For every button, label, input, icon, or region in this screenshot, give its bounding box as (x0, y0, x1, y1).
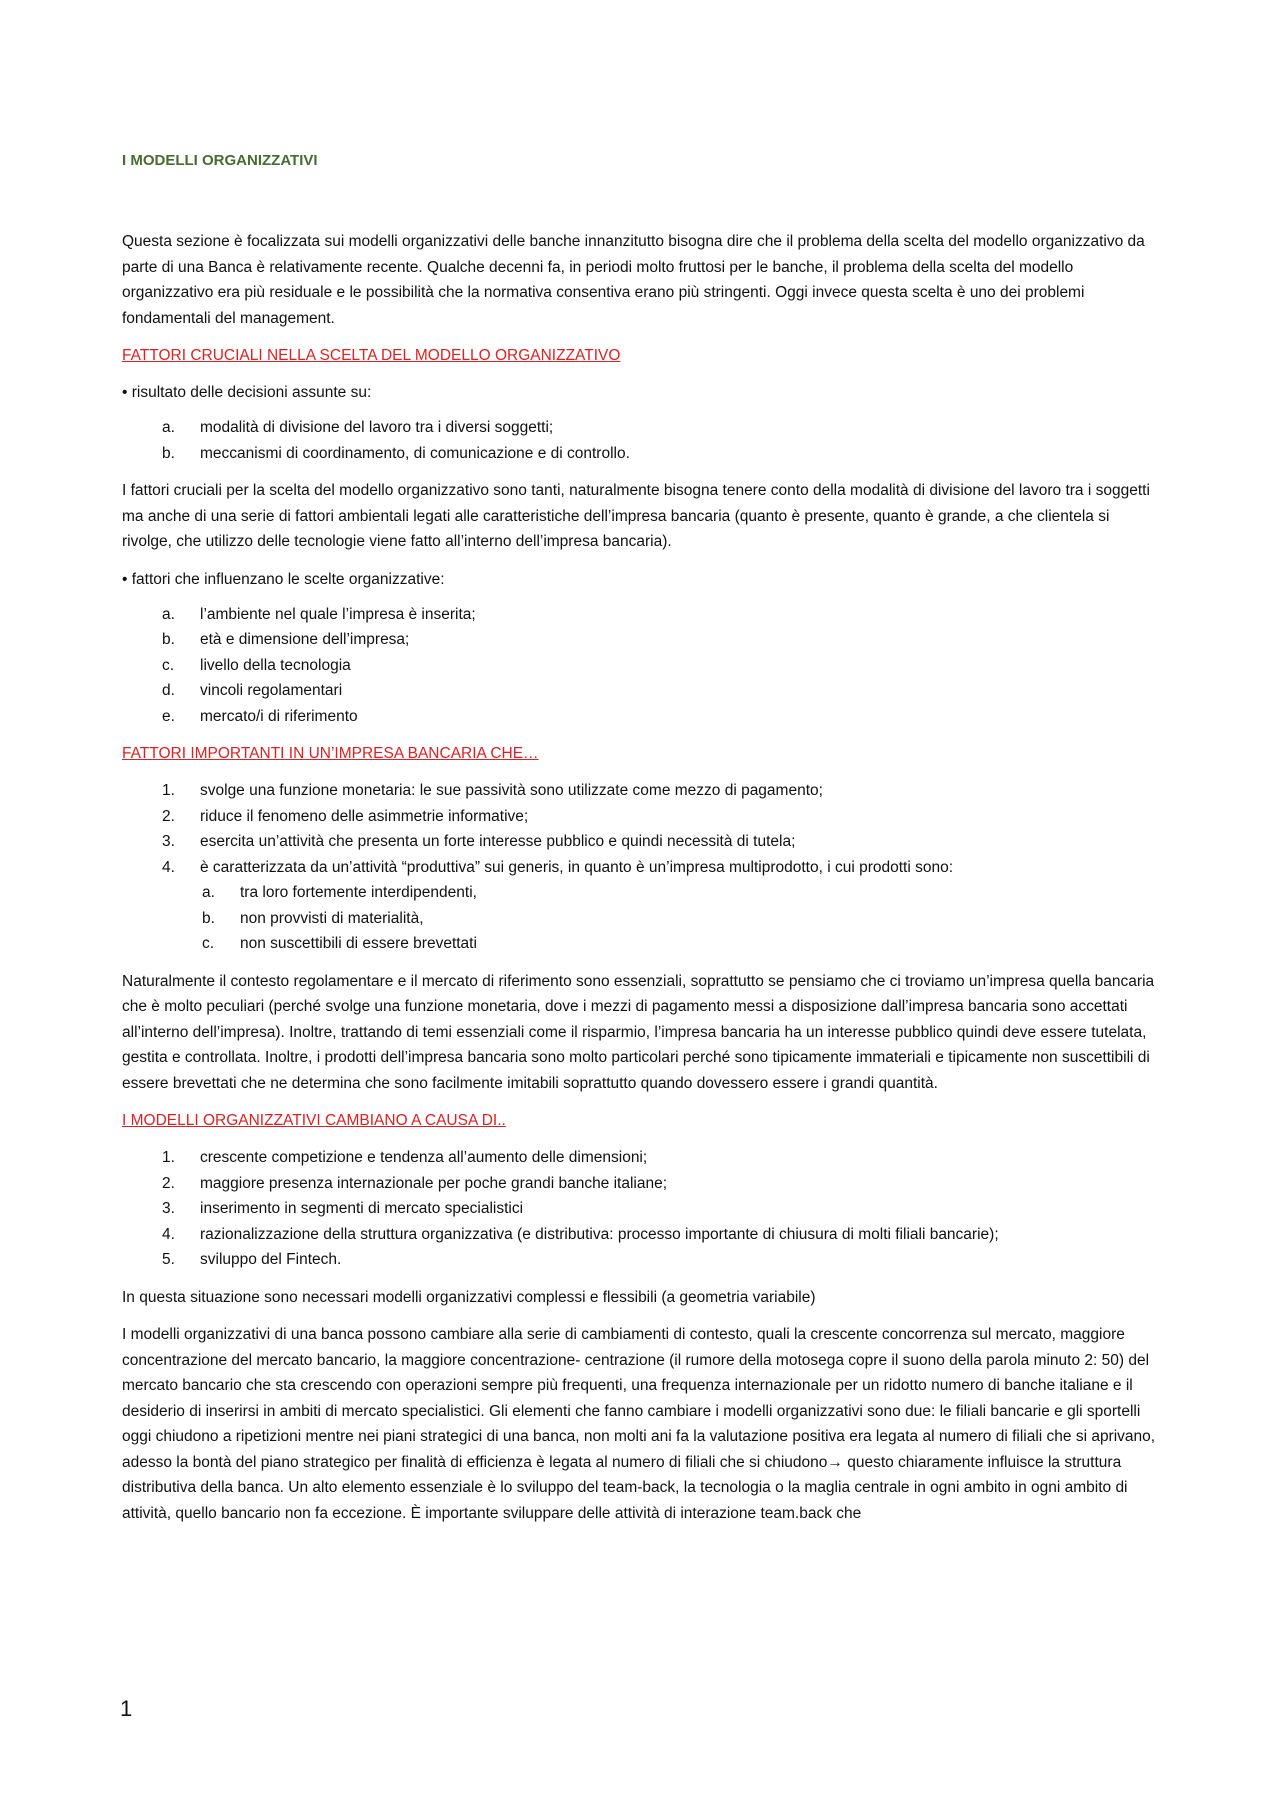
bullet-risultato: • risultato delle decisioni assunte su: (122, 384, 372, 401)
section-heading-modelli-cambiano: I MODELLI ORGANIZZATIVI CAMBIANO A CAUSA DI.. (122, 1112, 506, 1129)
list-item: 5. sviluppo del Fintech. (162, 1251, 342, 1268)
list-item: 2. maggiore presenza internazionale per poche grandi banche italiane; (162, 1174, 668, 1192)
list-item: a. modalità di divisione del lavoro tra i diversi soggetti; (162, 419, 554, 436)
section-heading-fattori-importanti: FATTORI IMPORTANTI IN UN’IMPRESA BANCARIA CHE… (122, 745, 539, 762)
list-item: a. tra loro fortemente interdipendenti, (202, 884, 477, 901)
list-impresa-bancaria (122, 778, 1162, 880)
paragraph-situazione: In questa situazione sono necessari modelli organizzativi complessi e flessibili (a geometria variabile) (122, 1288, 816, 1306)
list-item: 4. razionalizzazione della struttura organizzativa (e distributiva: processo importante di chiusura di molti filiali bancarie); (162, 1225, 999, 1243)
list-item: c. livello della tecnologia (162, 656, 351, 674)
list-item: 3. esercita un’attività che presenta un forte interesse pubblico e quindi necessità di tutela; (162, 833, 796, 850)
list-item: 2. riduce il fenomeno delle asimmetrie informative; (162, 807, 529, 825)
section-heading-fattori-cruciali: FATTORI CRUCIALI NELLA SCELTA DEL MODELLO ORGANIZZATIVO (122, 347, 621, 364)
list-item: a. l’ambiente nel quale l’impresa è inserita; (162, 605, 476, 623)
paragraph-contesto: Naturalmente il contesto regolamentare e il mercato di riferimento sono essenziali, soprattutto se pensiamo che ci troviamo un’impresa quella bancaria che è molto peculiari (perché svolge una funzione monetaria, dove i mezzi di pagamento messi a disposizione dall’impresa bancaria sono accettati all’interno dell’impresa). Inoltre, trattando di temi essenziali come il risparmio, l’impresa bancaria ha un interesse pubblico quindi deve essere tutelata, gestita e controllata. Inoltre, i prodotti dell’impresa bancaria sono molto particolari perché sono tipicamente immateriali e tipicamente non suscettibili di essere brevettati che ne determina che sono facilmente imitabili soprattutto quando dovessero essere i grandi quantità. (122, 972, 1155, 1092)
list-item: b. non provvisti di materialità, (202, 909, 424, 927)
page-number: 1 (120, 1696, 133, 1721)
document-title: I MODELLI ORGANIZZATIVI (122, 152, 318, 169)
list-fattori (122, 602, 1162, 730)
list-item: 1. svolge una funzione monetaria: le sue passività sono utilizzate come mezzo di pagamento; (162, 782, 823, 799)
document-page (122, 152, 1162, 1538)
list-decisioni (122, 415, 1162, 466)
paragraph-fattori: I fattori cruciali per la scelta del modello organizzativo sono tanti, naturalmente bisogna tenere conto della modalità di divisione del lavoro tra i soggetti ma anche di una serie di fattori ambientali legati alle caratteristiche dell’impresa bancaria (quanto è presente, quanto è grande, a che clientela si rivolge, che utilizzo delle tecnologie viene fatto all’interno dell’impresa bancaria). (122, 482, 1150, 550)
intro-paragraph: Questa sezione è focalizzata sui modelli organizzativi delle banche innanzitutto bisogna dire che il problema della scelta del modello organizzativo da parte di una Banca è relativamente recente. Qualche decenni fa, in periodi molto fruttosi per le banche, il problema della scelta del modello organizzativo era più residuale e le possibilità che la normativa consentiva erano più stringenti. Oggi invece questa scelta è uno dei problemi fondamentali del management. (122, 233, 1145, 327)
paragraph-cambiamenti: I modelli organizzativi di una banca possono cambiare alla serie di cambiamenti di contesto, quali la crescente concorrenza sul mercato, maggiore concentrazione del mercato bancario, la maggiore concentrazione- centrazione (il rumore della motosega copre il suono della parola minuto 2: 50) del mercato bancario che sta crescendo con operazioni sempre più frequenti, una frequenza internazionale per un ridotto numero di banche italiane e il desiderio di inserirsi in ambiti di mercato specialistici. Gli elementi che fanno cambiare i modelli organizzativi sono due: le filiali bancarie e gli sportelli oggi chiudono a ripetizioni mentre nei piani strategici di una banca, non molti ani fa la valutazione positiva era legata al numero di filiali che si aprivano, adesso la bontà del piano strategico per finalità di efficienza è legata al numero di filiali che si chiudono→ questo chiaramente influisce la struttura distributiva della banca. Un alto elemento essenziale è lo sviluppo del team-back, la tecnologia o la maglia centrale in ogni ambito in ogni ambito di attività, quello bancario non fa eccezione. È importante sviluppare delle attività di interazione team.back che (122, 1326, 1156, 1522)
list-item: 4. è caratterizzata da un’attività “produttiva” sui generis, in quanto è un’impresa multiprodotto, i cui prodotti sono: (162, 858, 954, 876)
list-item: c. non suscettibili di essere brevettati (202, 935, 477, 952)
list-item: b. meccanismi di coordinamento, di comunicazione e di controllo. (162, 444, 630, 462)
list-item: 1. crescente competizione e tendenza all’aumento delle dimensioni; (162, 1149, 648, 1166)
list-item: d. vincoli regolamentari (162, 682, 343, 699)
list-cause (122, 1145, 1162, 1273)
list-item: 3. inserimento in segmenti di mercato specialistici (162, 1200, 524, 1217)
bullet-fattori-influenzano: • fattori che influenzano le scelte organizzative: (122, 570, 445, 588)
list-item: b. età e dimensione dell’impresa; (162, 631, 410, 648)
list-item: e. mercato/i di riferimento (162, 707, 358, 725)
sublist-prodotti (122, 880, 1162, 957)
